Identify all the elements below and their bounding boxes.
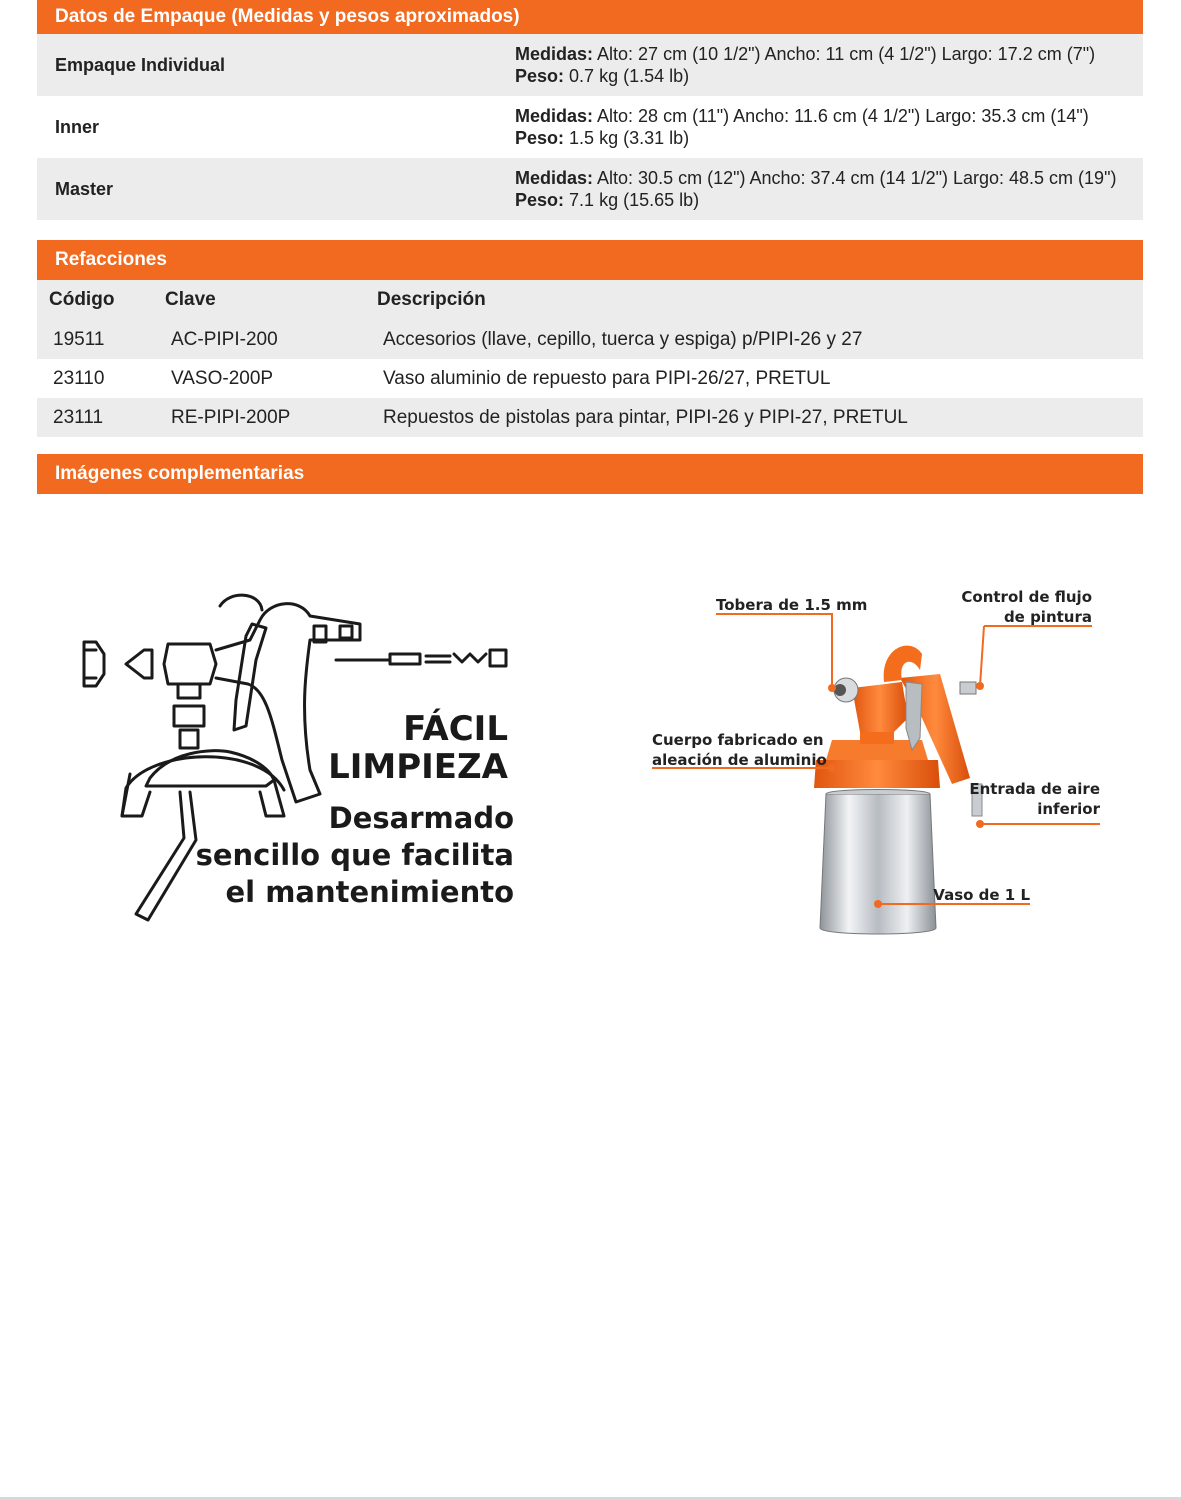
sub-line-1: Desarmado [328,801,514,835]
label-control-1: Control de flujo [961,588,1092,606]
label-cuerpo-2: aleación de aluminio [652,751,827,769]
peso-value: 0.7 kg (1.54 lb) [569,66,690,86]
spares-section [37,240,1143,437]
medidas-value: Alto: 27 cm (10 1/2") Ancho: 11 cm (4 1/2") Largo: 17.2 cm (7") [597,44,1096,64]
spares-table-header [37,280,1143,320]
medidas-label: Medidas: [515,106,594,126]
header-code: Código [49,289,115,310]
cell-desc: Repuestos de pistolas para pintar, PIPI-26 y PIPI-27, PRETUL [383,406,908,428]
peso-label: Peso: [515,66,565,86]
label-control-2: de pintura [1003,608,1092,626]
cell-key: AC-PIPI-200 [171,328,278,350]
packaging-row [37,158,1143,220]
images-section [37,454,1143,494]
heading-line-2: LIMPIEZA [328,747,508,787]
packaging-row [37,96,1143,158]
label-entrada-2: inferior [1037,800,1100,818]
packaging-header [37,0,1143,34]
images-title: Imágenes complementarias [55,463,305,484]
packaging-row-values [515,105,1089,149]
cell-code: 19511 [53,328,105,350]
cell-code: 23111 [53,406,104,428]
spares-header [37,240,1143,280]
header-key: Clave [165,289,216,310]
peso-value: 7.1 kg (15.65 lb) [569,190,700,210]
peso-label: Peso: [515,190,565,210]
label-cuerpo-1: Cuerpo fabricado en [652,731,824,749]
packaging-row-values [515,43,1095,87]
cell-desc: Accesorios (llave, cepillo, tuerca y espiga) p/PIPI-26 y 27 [383,328,863,350]
peso-value: 1.5 kg (3.31 lb) [569,128,690,148]
packaging-row-label: Inner [55,116,100,137]
table-row [37,398,1143,437]
cleaning-illustration [60,580,540,940]
cleaning-text [196,708,514,909]
cell-key: VASO-200P [171,367,274,389]
cell-code: 23110 [53,367,105,389]
header-desc: Descripción [377,289,486,310]
medidas-label: Medidas: [515,168,594,188]
sub-line-2: sencillo que facilita [195,838,514,872]
label-vaso: Vaso de 1 L [933,886,1030,904]
packaging-row [37,34,1143,96]
table-row [37,320,1143,359]
spares-title: Refacciones [55,249,167,270]
heading-line-1: FÁCIL [403,709,508,749]
medidas-value: Alto: 28 cm (11") Ancho: 11.6 cm (4 1/2") Largo: 35.3 cm (14") [597,106,1089,126]
medidas-label: Medidas: [515,44,594,64]
medidas-value: Alto: 30.5 cm (12") Ancho: 37.4 cm (14 1/2") Largo: 48.5 cm (19") [597,168,1117,188]
label-tobera: Tobera de 1.5 mm [716,596,868,614]
packaging-row-label: Empaque Individual [55,54,226,75]
cell-key: RE-PIPI-200P [171,406,291,428]
table-row [37,359,1143,398]
label-entrada-1: Entrada de aire [969,780,1100,798]
sub-line-3: el mantenimiento [225,875,514,909]
packaging-row-values [515,167,1116,211]
packaging-title: Datos de Empaque (Medidas y pesos aproximados) [55,6,520,27]
peso-label: Peso: [515,128,565,148]
packaging-section [37,0,1143,220]
images-header [37,454,1143,494]
packaging-row-label: Master [55,178,114,199]
cell-desc: Vaso aluminio de repuesto para PIPI-26/27, PRETUL [383,367,831,389]
product-callouts [640,578,1120,948]
